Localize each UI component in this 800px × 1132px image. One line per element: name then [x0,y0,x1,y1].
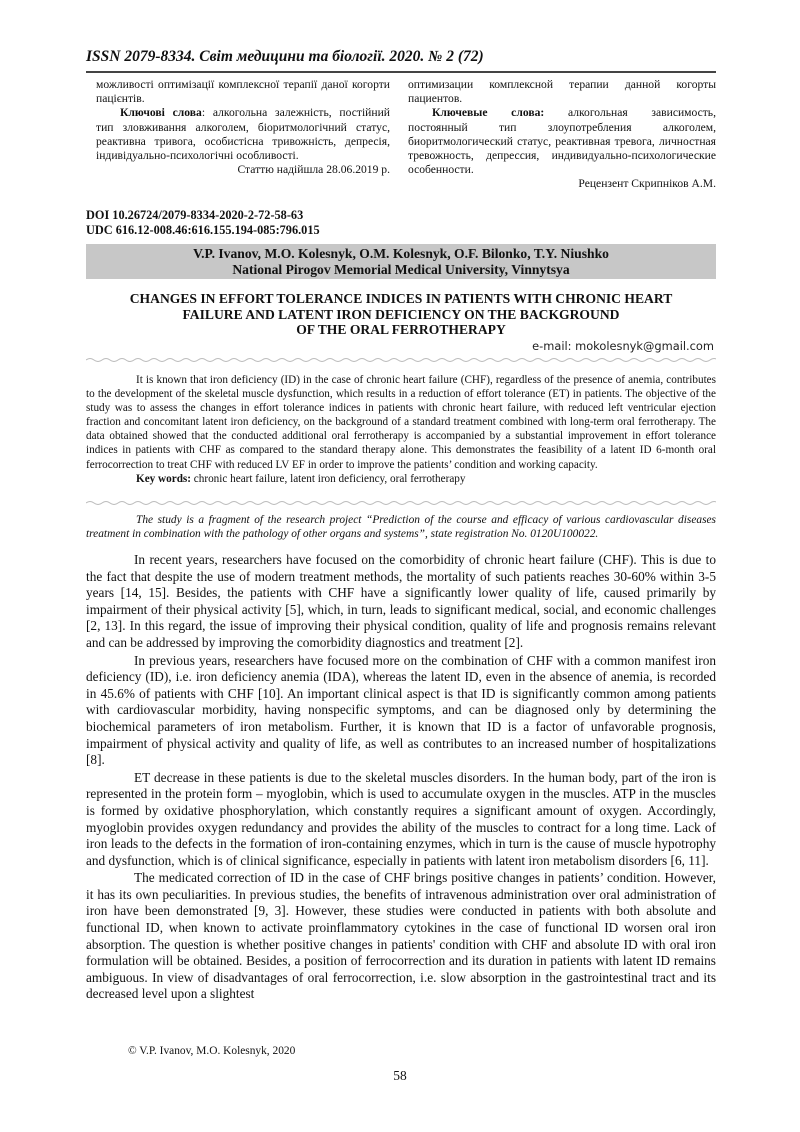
body-paragraph: In previous years, researchers have focused more on the combination of CHF with a common manifest iron deficiency (ID), i.e. iron deficiency anemia (IDA), whereas the latent ID, even in the absence of anemia, is recorded in 45.6% of patients with CHF [10]. An important clinical aspect is that ID is significantly common among patients with cardiovascular morbidity, having nonspecific symptoms, and can be diagnosed only by determining the biochemical parameters of iron metabolism. Further, it is known that ID is a factor of unfavorable prognosis, impairment of physical activity and quality of life, as well as contributes to an increased number of hospitalizations [8]. [86,652,716,768]
body-paragraph: ET decrease in these patients is due to the skeletal muscles disorders. In the human body, part of the iron is represented in the protein form – myoglobin, which is used to accumulate oxygen in the muscles. ATP in the muscles is formed by oxidative phosphorylation, which constantly requires a significant amount of oxygen. Accordingly, myoglobin provides oxygen redundancy and provides the ability of the muscles to contract for a long time. Lack of iron leads to the defects in the formation of iron-containing enzymes, which in turn is the cause of muscle hypotrophy and dysfunction, which is of clinical significance, especially in patients with latent iron metabolism disorders [6, 11]. [86,769,716,868]
received-date: Статтю надійшла 28.06.2019 р. [237,163,390,177]
header-divider [86,71,716,73]
prev-article-summary-ru [408,78,716,192]
keywords-ru [408,106,716,177]
wave-divider [86,500,716,506]
body-paragraph: In recent years, researchers have focused on the comorbidity of chronic heart failure (CHF). This is due to the fact that despite the use of modern treatment methods, the mortality of such patients reaches 30-60% within 3-5 years [14, 15]. Besides, the patients with CHF have a significantly lower quality of life, caused primarily by impairment of their physical activity [5], which, in turn, leads to significant medical, social, and economic challenges [2, 13]. In this regard, the issue of improving their physical condition, quality of life and prognosis remains relevant and can be addressed by improving the comorbidity diagnostics and treatment [2]. [86,552,716,650]
authors-banner [86,244,716,279]
keywords-label: Ключевые слова: [432,106,545,120]
keywords-label: Ключові слова [120,106,202,120]
prev-summary-continuation: оптимизации комплексной терапии данной когорты пациентов. [408,78,716,106]
authors: V.P. Ivanov, M.O. Kolesnyk, O.M. Kolesnyk, O.F. Bilonko, T.Y. Niushko [193,246,609,261]
keywords-text: chronic heart failure, latent iron deficiency, oral ferrotherapy [191,472,466,485]
contact-email[interactable]: e-mail: mokolesnyk@gmail.com [532,339,714,353]
title-line: OF THE ORAL FERROTHERAPY [296,322,506,337]
reviewer: Рецензент Скрипніков А.М. [578,177,716,191]
wave-divider [86,357,716,363]
body-paragraph: The medicated correction of ID in the case of CHF brings positive changes in patients’ condition. However, it has its own peculiarities. In previous studies, the benefits of intravenous administration over oral administration of iron have been demonstrated [9, 3]. However, these studies were conducted in patients with both absolute and functional ID, when known to activate proinflammatory cytokines in the case of functional ID worsen oral iron absorption. The question is whether positive changes in patients' condition with CHF and absolute ID with oral iron formulation will be obtained. Besides, a position of ferrocorrection and its duration in patients with latent ID remains ambiguous. In view of disadvantages of oral ferrocorrection, i.e. slow absorption in the gastrointestinal tract and its decreased level upon a slightest [86,870,716,1002]
project-note: The study is a fragment of the research project “Prediction of the course and efficacy of various cardiovascular diseases treatment in combination with the pathology of other organs and systems”, state registration No. 0120U100022. [86,514,716,540]
keywords-text: алкогольная зависимость, постоянный тип злоупотребления алкоголем, биоритмологический статус, реактивная тревога, личностная тревожность, депрессия, индивидуально-психологические особенности. [408,106,716,177]
article-body [86,552,716,1004]
article-title [86,291,716,338]
title-line: FAILURE AND LATENT IRON DEFICIENCY ON THE BACKGROUND [182,306,620,322]
abstract-text: It is known that iron deficiency (ID) in the case of chronic heart failure (CHF), regardless of the presence of anemia, contributes to the development of the skeletal muscle dysfunction, which results in a reduction of effort tolerance (ET) in patients. The objective of the study was to assess the changes in effort tolerance indices in patients with chronic heart failure, with reduced left ventricular ejection fraction and concomitant latent iron deficiency, on the background of a standard treatment combined with long-term oral ferrotherapy. The data obtained showed that the conducted additional oral ferrotherapy is accompanied by a substantial improvement in effort tolerance indices in patients with CHF as compared to the standard therapy alone. This demonstrates the feasibility of a latent ID 6-month oral ferrocorrection to treat CHF with reduced LV EF in order to improve the patients’ condition and working capacity. [86,374,716,471]
page-number: 58 [393,1068,407,1083]
prev-article-summary-uk [96,78,390,177]
doi[interactable]: DOI 10.26724/2079-8334-2020-2-72-58-63 [86,208,304,222]
prev-summary-continuation: можливості оптимізації комплексної терапії даної когорти пацієнтів. [96,78,390,106]
journal-header: ISSN 2079-8334. Світ медицини та біології. 2020. № 2 (72) [86,48,484,65]
keywords-text: : алкогольна залежність, постійний тип зловживання алкоголем, біоритмологічний статус, реактивна тривога, особистісна тривожність, депресія, індивідуально-психологічні особливості. [96,106,390,163]
keywords-label: Key words: [136,472,191,485]
udc: UDC 616.12-008.46:616.155.194-085:796.015 [86,223,320,237]
copyright: © V.P. Ivanov, M.O. Kolesnyk, 2020 [128,1045,296,1057]
title-line: CHANGES IN EFFORT TOLERANCE INDICES IN PATIENTS WITH CHRONIC HEART [129,291,673,306]
article-identifiers [86,208,320,238]
keywords-en [86,472,716,486]
affiliation: National Pirogov Memorial Medical University, Vinnytsya [232,262,570,277]
abstract [86,373,716,486]
keywords-uk [96,106,390,163]
